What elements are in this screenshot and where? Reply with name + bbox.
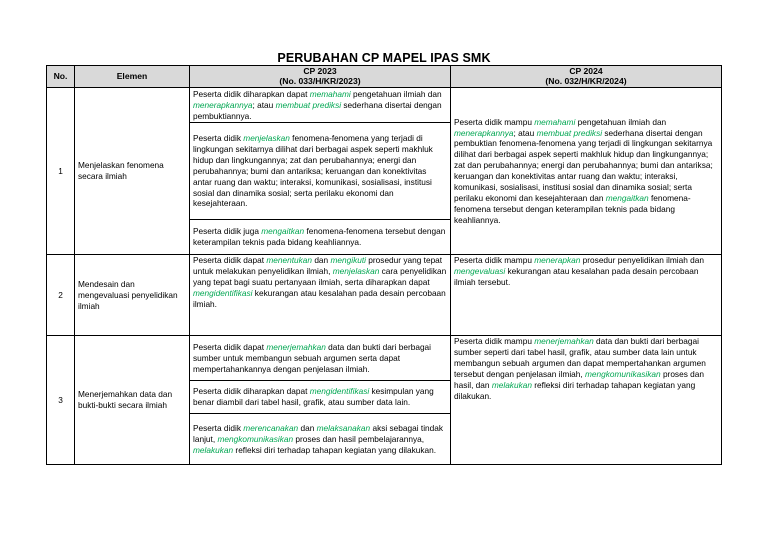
text-segment: Peserta didik (193, 133, 244, 144)
highlighted-keyword: menerjemahkan (534, 336, 594, 347)
cp2023-text (190, 381, 451, 414)
text-segment: aksi sebagai tindak lanjut, (193, 422, 444, 444)
highlighted-keyword: menentukan (266, 255, 313, 266)
text-segment: dan (312, 255, 331, 266)
cp2023-text (190, 88, 451, 123)
cp-comparison-table (46, 65, 722, 465)
row-number: 3 (47, 336, 75, 465)
page-title: PERUBAHAN CP MAPEL IPAS SMK (277, 51, 491, 65)
cp2023-text (190, 123, 451, 220)
text-segment: fenomena-fenomena yang terjadi di lingkungan sekitarnya dilihat dari berbagai aspek seperti makhluk hidup dan lingkungannya; zat dan perubahannya; energi dan perubahannya; bumi dan antariksa; keruangan dan konektivitas antar ruang dan waktu; interaksi, komunikasi, sosialisasi, institusi sosial dan dinamika sosial; serta perilaku ekonomi dan kesejahteraan. (193, 133, 433, 209)
highlighted-keyword: mengaitkan (605, 193, 649, 203)
table-row (47, 336, 722, 381)
header-cp2023-title: CP 2023 (303, 66, 337, 76)
header-cp2024-ref: (No. 032/H/KR/2024) (545, 75, 627, 86)
text-segment: kesimpulan yang benar diambil dari tabel hasil, grafik, atau sumber data lain. (193, 386, 434, 408)
header-no: No. (47, 66, 75, 88)
text-segment: data dan bukti dari berbagai sumber seperti dari tabel hasil, grafik, atau sumber data lain untuk membangun sebuah argumen dan dapat mempertahankan argumen tersebut dengan penjelasan ilmiah, (454, 336, 706, 379)
text-segment: sederhana disertai dengan pembuktian fenomena-fenomena yang terjadi di lingkungan sekitarnya dilihat dari berbagai aspek seperti makhluk hidup dan lingkungannya; zat dan perubahannya; energi dan perubahannya; bumi dan antariksa; keruangan dan konektivitas antar ruang dan waktu; interaksi, komunikasi, sosialisasi, institusi sosial dan dinamika sosial; serta perilaku ekonomi dan kesejahteraan dan (454, 127, 713, 203)
text-segment: kekurangan atau kesalahan pada desain percobaan ilmiah tersebut. (454, 266, 699, 287)
highlighted-keyword: menjelaskan (332, 266, 380, 277)
text-segment: ; atau (252, 99, 276, 110)
highlighted-keyword: melaksanakan (316, 422, 371, 433)
table-header-row (47, 66, 722, 88)
highlighted-keyword: memahami (309, 88, 351, 99)
highlighted-keyword: mengkomunikasikan (585, 368, 661, 379)
highlighted-keyword: mengaitkan (261, 226, 305, 237)
text-segment: pengetahuan ilmiah dan (350, 88, 442, 99)
text-segment: kekurangan atau kesalahan pada desain percobaan ilmiah. (193, 287, 446, 309)
header-cp2024 (451, 66, 722, 88)
cp2024-text (451, 255, 722, 336)
text-segment: Peserta didik diharapkan dapat (193, 386, 310, 397)
header-elemen: Elemen (75, 66, 190, 88)
text-segment: sederhana disertai dengan pembuktiannya. (193, 99, 442, 121)
text-segment: Peserta didik mampu (454, 255, 535, 266)
highlighted-keyword: menerapkan (534, 255, 581, 266)
cp2023-text (190, 255, 451, 336)
header-cp2023-ref: (No. 033/H/KR/2023) (279, 75, 361, 86)
highlighted-keyword: menerapkannya (193, 99, 253, 110)
highlighted-keyword: mengevaluasi (454, 266, 506, 277)
text-segment: cara penyelidikan yang tepat bagi suatu pertanyaan ilmiah, serta diharapkan dapat (193, 266, 447, 287)
header-cp2023 (190, 66, 451, 88)
text-segment: prosedur penyelidikan ilmiah dan (580, 255, 704, 266)
text-segment: data dan bukti dari berbagai sumber untuk membangun sebuah argumen serta dapat mempertahankannya dengan penjelasan ilmiah. (193, 341, 432, 374)
cp2023-text (190, 336, 451, 381)
text-segment: Peserta didik juga (193, 226, 262, 237)
row-elemen: Menjelaskan fenomena secara ilmiah (75, 88, 190, 255)
highlighted-keyword: membuat prediksi (275, 99, 342, 110)
table-row (47, 255, 722, 336)
highlighted-keyword: melakukan (193, 444, 234, 455)
cp2024-text (451, 336, 722, 465)
text-segment: fenomena-fenomena tersebut dengan keterampilan teknis pada bidang keahliannya. (454, 193, 691, 225)
cp2023-text (190, 220, 451, 255)
table-row (47, 88, 722, 123)
text-segment: Peserta didik dapat (193, 341, 267, 352)
highlighted-keyword: melakukan (491, 379, 532, 390)
highlighted-keyword: mengidentifikasi (193, 287, 253, 298)
highlighted-keyword: membuat prediksi (536, 127, 603, 138)
row-elemen: Menerjemahkan data dan bukti-bukti secara ilmiah (75, 336, 190, 465)
highlighted-keyword: menerjemahkan (266, 341, 326, 352)
row-elemen: Mendesain dan mengevaluasi penyelidikan ilmiah (75, 255, 190, 336)
text-segment: proses dan hasil, dan (454, 368, 704, 390)
text-segment: refleksi diri terhadap tahapan kegiatan yang dilakukan. (454, 379, 696, 401)
highlighted-keyword: menjelaskan (243, 133, 290, 144)
cp2023-text (190, 414, 451, 465)
row-number: 1 (47, 88, 75, 255)
highlighted-keyword: mengikuti (330, 255, 366, 266)
cp2024-text (451, 88, 722, 255)
highlighted-keyword: mengkomunikasikan (217, 433, 294, 444)
text-segment: pengetahuan ilmiah dan (575, 116, 667, 127)
highlighted-keyword: memahami (534, 116, 576, 127)
text-segment: fenomena-fenomena tersebut dengan keterampilan teknis pada bidang keahliannya. (193, 226, 446, 248)
highlighted-keyword: mengidentifikasi (309, 386, 370, 397)
text-segment: Peserta didik mampu (454, 336, 535, 347)
text-segment: proses dan hasil pembelajarannya, (293, 433, 425, 444)
header-cp2024-title: CP 2024 (569, 66, 603, 76)
row-number: 2 (47, 255, 75, 336)
text-segment: Peserta didik diharapkan dapat (193, 88, 310, 99)
text-segment: Peserta didik mampu (454, 116, 535, 127)
highlighted-keyword: menerapkannya (454, 127, 514, 138)
text-segment: Peserta didik (193, 422, 244, 433)
text-segment: refleksi diri terhadap tahapan kegiatan yang dilakukan. (233, 444, 437, 455)
text-segment: ; atau (513, 127, 537, 138)
text-segment: dan (298, 422, 317, 433)
text-segment: Peserta didik dapat (193, 255, 267, 266)
highlighted-keyword: merencanakan (243, 422, 299, 433)
text-segment: prosedur yang tepat untuk melakukan penyelidikan ilmiah, (193, 255, 443, 277)
